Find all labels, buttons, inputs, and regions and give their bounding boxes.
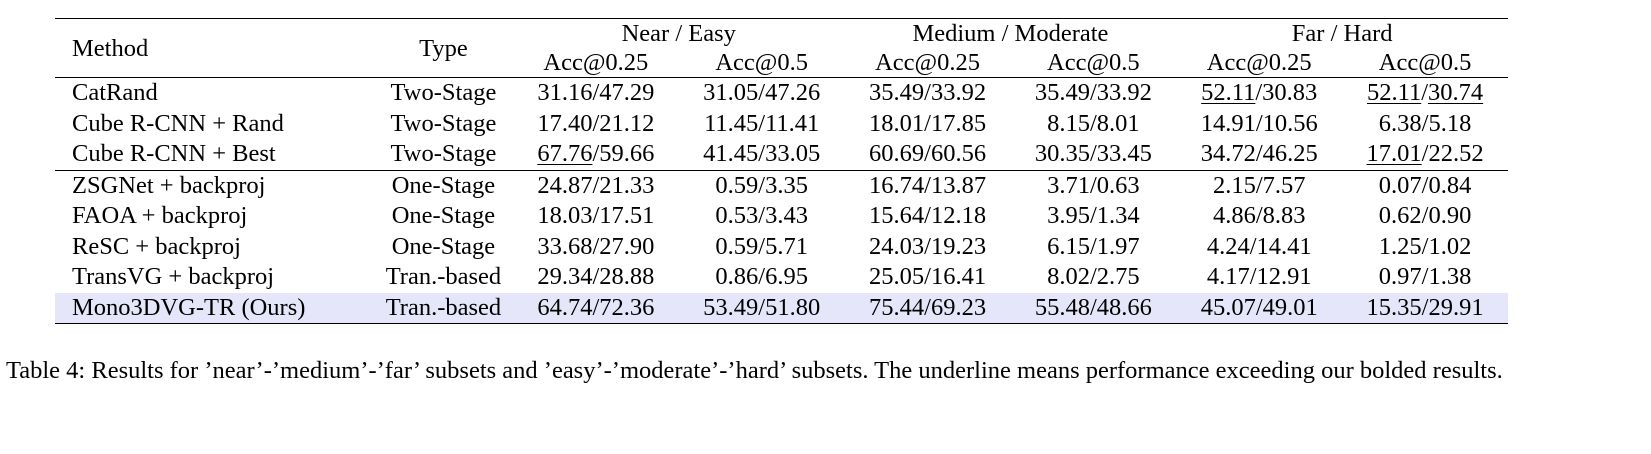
table-row: [55, 109, 1508, 140]
value-separator: /: [592, 232, 600, 260]
value-acc: 3.35: [765, 171, 808, 199]
value-acc: 48.66: [1096, 293, 1152, 321]
method-cell: CatRand: [55, 78, 374, 109]
value-separator: /: [1089, 293, 1097, 321]
value-separator: /: [1089, 232, 1097, 260]
value-cell: [679, 109, 845, 140]
type-cell: Tran.-based: [374, 293, 513, 324]
value-acc: 33.05: [765, 140, 821, 167]
value-acc: 2.15: [1212, 171, 1256, 199]
value-separator: /: [592, 79, 600, 106]
header-row-groups: [55, 19, 1508, 49]
value-separator: /: [758, 263, 766, 290]
value-separator: /: [1421, 140, 1429, 167]
value-acc: 17.01: [1366, 140, 1422, 167]
value-cell: [1176, 293, 1342, 324]
value-separator: /: [758, 140, 766, 167]
value-acc: 15.35: [1366, 293, 1422, 321]
value-separator: /: [1421, 293, 1429, 321]
value-acc: 24.03: [869, 232, 925, 260]
value-acc: 0.62: [1378, 202, 1422, 229]
table-row: [55, 78, 1508, 109]
value-acc: 18.03: [537, 202, 593, 229]
value-cell: [513, 170, 679, 201]
value-separator: /: [924, 293, 931, 321]
value-acc: 52.11: [1366, 79, 1422, 106]
value-cell: [1176, 232, 1342, 263]
type-cell: One-Stage: [391, 202, 496, 229]
value-acc: 0.59: [715, 171, 759, 199]
value-separator: /: [592, 263, 600, 290]
value-acc: 53.49: [703, 293, 759, 321]
value-acc: 33.92: [930, 79, 987, 106]
value-separator: /: [924, 263, 931, 290]
value-acc: 13.87: [930, 171, 987, 199]
value-separator: /: [1421, 109, 1429, 137]
value-acc: 4.17: [1206, 263, 1250, 290]
table-row: [55, 139, 1508, 170]
value-acc: 29.91: [1428, 293, 1484, 321]
value-cell: [1176, 262, 1342, 293]
value-acc: 51.80: [765, 293, 821, 321]
value-acc: 0.86: [715, 263, 759, 290]
value-separator: /: [1421, 202, 1429, 229]
header-group-near-easy: Near / Easy: [513, 19, 845, 49]
value-cell: [513, 109, 679, 140]
value-cell: [1342, 293, 1508, 324]
value-separator: /: [1255, 79, 1263, 106]
value-acc: 3.71: [1047, 171, 1090, 199]
value-acc: 33.92: [1096, 79, 1152, 106]
value-acc: 6.15: [1047, 232, 1090, 260]
value-acc: 30.35: [1034, 140, 1090, 167]
value-acc: 31.16: [537, 79, 593, 106]
value-acc: 3.95: [1047, 202, 1090, 229]
value-acc: 1.25: [1378, 232, 1422, 260]
header-metric: Acc@0.5: [1378, 49, 1472, 76]
header-group-medium-moderate: Medium / Moderate: [845, 19, 1177, 49]
value-acc: 34.72: [1200, 140, 1256, 167]
value-cell: [679, 139, 845, 170]
value-cell: [1342, 109, 1508, 140]
value-acc: 19.23: [930, 232, 987, 260]
value-separator: /: [924, 171, 931, 199]
value-cell: [1342, 139, 1508, 170]
value-acc: 22.52: [1428, 140, 1484, 167]
value-cell: [679, 78, 845, 109]
value-acc: 47.26: [765, 79, 821, 106]
value-acc: 55.48: [1034, 293, 1090, 321]
type-cell: One-Stage: [374, 170, 513, 201]
value-acc: 59.66: [599, 140, 655, 167]
header-type: Type: [374, 19, 513, 78]
value-separator: /: [1255, 109, 1263, 137]
value-separator: /: [758, 109, 766, 137]
value-cell: [845, 293, 1011, 324]
value-acc: 5.18: [1428, 109, 1472, 137]
value-acc: 1.38: [1428, 263, 1472, 290]
value-acc: 8.02: [1047, 263, 1090, 290]
value-acc: 15.64: [869, 202, 925, 229]
value-acc: 17.40: [537, 109, 593, 137]
value-acc: 4.86: [1212, 202, 1256, 229]
value-cell: [513, 262, 679, 293]
value-acc: 18.01: [869, 109, 925, 137]
value-cell: [1010, 109, 1176, 140]
value-acc: 14.91: [1200, 109, 1256, 137]
value-separator: /: [1421, 79, 1429, 106]
value-separator: /: [924, 202, 931, 229]
method-cell: ZSGNet + backproj: [55, 170, 374, 201]
value-cell: [513, 293, 679, 324]
method-cell: Mono3DVG-TR (Ours): [55, 293, 374, 324]
value-cell: [679, 170, 845, 201]
value-separator: /: [1421, 171, 1429, 199]
value-cell: [1010, 139, 1176, 170]
value-acc: 21.12: [599, 109, 655, 137]
value-acc: 41.45: [703, 140, 759, 167]
header-metric: Acc@0.5: [715, 49, 808, 76]
value-cell: [1176, 170, 1342, 201]
value-separator: /: [1421, 263, 1429, 290]
value-separator: /: [1249, 263, 1257, 290]
value-acc: 0.59: [715, 232, 759, 260]
value-acc: 17.51: [599, 202, 655, 229]
value-acc: 25.05: [869, 263, 925, 290]
value-acc: 47.29: [599, 79, 655, 106]
table-row: [55, 201, 1508, 232]
value-cell: [1342, 170, 1508, 201]
value-acc: 0.07: [1378, 171, 1422, 199]
value-separator: /: [1089, 171, 1097, 199]
value-acc: 0.84: [1428, 171, 1472, 199]
value-acc: 24.87: [537, 171, 593, 199]
value-cell: [1176, 78, 1342, 109]
value-separator: /: [924, 140, 931, 167]
header-metric: Acc@0.25: [875, 49, 980, 76]
value-cell: [513, 201, 679, 232]
value-acc: 14.41: [1256, 232, 1312, 260]
value-acc: 31.05: [703, 79, 759, 106]
value-acc: 8.83: [1262, 202, 1306, 229]
value-acc: 64.74: [537, 293, 593, 321]
table-row: [55, 232, 1508, 263]
value-acc: 0.63: [1096, 171, 1140, 199]
value-acc: 12.91: [1256, 263, 1312, 290]
value-cell: [845, 262, 1011, 293]
value-acc: 11.45: [704, 109, 759, 137]
value-cell: [679, 232, 845, 263]
value-separator: /: [592, 202, 600, 229]
value-separator: /: [758, 293, 766, 321]
value-separator: /: [1089, 109, 1097, 137]
value-acc: 1.34: [1096, 202, 1140, 229]
table-row: [55, 262, 1508, 293]
results-table: [55, 18, 1508, 324]
value-cell: [679, 293, 845, 324]
type-cell: One-Stage: [391, 232, 496, 260]
value-acc: 67.76: [537, 140, 593, 167]
value-acc: 8.15: [1047, 109, 1090, 137]
value-cell: [1176, 109, 1342, 140]
value-acc: 33.68: [537, 232, 593, 260]
type-cell: Two-Stage: [390, 109, 497, 137]
table-body: [55, 78, 1508, 324]
value-cell: [845, 232, 1011, 263]
value-acc: 0.53: [715, 202, 759, 229]
type-cell: Two-Stage: [374, 78, 513, 109]
value-separator: /: [1089, 79, 1097, 106]
value-cell: [1342, 262, 1508, 293]
header-group-far-hard: Far / Hard: [1176, 19, 1508, 49]
value-separator: /: [1089, 263, 1097, 290]
value-separator: /: [924, 232, 931, 260]
value-cell: [1342, 78, 1508, 109]
value-separator: /: [592, 109, 600, 137]
value-acc: 8.01: [1096, 109, 1140, 137]
value-acc: 45.07: [1200, 293, 1256, 321]
method-cell: ReSC + backproj: [72, 232, 241, 260]
value-acc: 28.88: [599, 263, 655, 290]
value-acc: 0.90: [1428, 202, 1472, 229]
value-cell: [1010, 262, 1176, 293]
value-acc: 2.75: [1096, 263, 1140, 290]
value-acc: 12.18: [930, 202, 987, 229]
value-cell: [1010, 293, 1176, 324]
method-cell: Cube R-CNN + Best: [72, 140, 276, 167]
value-acc: 75.44: [869, 293, 925, 321]
value-cell: [679, 201, 845, 232]
value-acc: 49.01: [1262, 293, 1318, 321]
header-method: Method: [55, 19, 374, 78]
value-acc: 11.41: [765, 109, 820, 137]
value-cell: [1342, 232, 1508, 263]
value-acc: 72.36: [599, 293, 655, 321]
value-acc: 52.11: [1201, 79, 1256, 106]
value-acc: 33.45: [1096, 140, 1152, 167]
value-cell: [845, 170, 1011, 201]
value-acc: 0.97: [1378, 263, 1422, 290]
value-acc: 3.43: [765, 202, 808, 229]
value-acc: 29.34: [537, 263, 593, 290]
header-metric: Acc@0.25: [543, 49, 649, 76]
method-cell: Cube R-CNN + Rand: [72, 109, 284, 137]
value-separator: /: [592, 293, 600, 321]
value-acc: 21.33: [599, 171, 655, 199]
value-cell: [1010, 170, 1176, 201]
value-cell: [513, 78, 679, 109]
value-separator: /: [924, 109, 931, 137]
value-acc: 60.56: [930, 140, 987, 167]
value-cell: [1342, 201, 1508, 232]
value-acc: 4.24: [1206, 232, 1250, 260]
value-separator: /: [1249, 232, 1257, 260]
value-acc: 10.56: [1262, 109, 1318, 137]
value-acc: 16.74: [869, 171, 925, 199]
value-acc: 46.25: [1262, 140, 1318, 167]
value-acc: 1.02: [1428, 232, 1472, 260]
value-acc: 17.85: [930, 109, 987, 137]
value-acc: 30.74: [1428, 79, 1484, 106]
value-separator: /: [758, 171, 766, 199]
value-separator: /: [1255, 140, 1263, 167]
value-separator: /: [758, 232, 766, 260]
header-metric: Acc@0.5: [1047, 49, 1140, 76]
value-separator: /: [1421, 232, 1429, 260]
value-cell: [1010, 78, 1176, 109]
method-cell: FAOA + backproj: [72, 202, 248, 229]
value-separator: /: [758, 202, 766, 229]
method-cell: TransVG + backproj: [72, 263, 275, 290]
value-acc: 1.97: [1096, 232, 1140, 260]
value-cell: [513, 232, 679, 263]
value-acc: 6.95: [765, 263, 808, 290]
value-separator: /: [1255, 293, 1263, 321]
value-separator: /: [1255, 202, 1263, 229]
value-acc: 69.23: [930, 293, 987, 321]
value-cell: [1176, 139, 1342, 170]
value-acc: 60.69: [869, 140, 925, 167]
value-acc: 5.71: [765, 232, 808, 260]
value-cell: [1010, 232, 1176, 263]
value-acc: 35.49: [869, 79, 925, 106]
value-acc: 7.57: [1262, 171, 1306, 199]
value-acc: 6.38: [1378, 109, 1422, 137]
value-separator: /: [1089, 202, 1097, 229]
value-separator: /: [592, 171, 600, 199]
value-cell: [679, 262, 845, 293]
value-separator: /: [1089, 140, 1097, 167]
value-acc: 16.41: [930, 263, 987, 290]
table-row: [55, 170, 1508, 201]
value-cell: [845, 201, 1011, 232]
value-cell: [845, 78, 1011, 109]
type-cell: Two-Stage: [390, 140, 497, 167]
value-acc: 35.49: [1034, 79, 1090, 106]
value-separator: /: [592, 140, 600, 167]
value-acc: 30.83: [1262, 79, 1318, 106]
value-cell: [513, 139, 679, 170]
header-metric: Acc@0.25: [1206, 49, 1312, 76]
table-caption: Table 4: Results for ’near’-’medium’-’far’ subsets and ’easy’-’moderate’-’hard’ subsets. The underline means performance exceeding our bolded results.: [6, 357, 1503, 384]
value-cell: [845, 109, 1011, 140]
table-row: [55, 293, 1508, 324]
value-cell: [1176, 201, 1342, 232]
value-separator: /: [758, 79, 766, 106]
value-separator: /: [924, 79, 931, 106]
value-cell: [845, 139, 1011, 170]
type-cell: Tran.-based: [385, 263, 502, 290]
value-separator: /: [1255, 171, 1263, 199]
value-cell: [1010, 201, 1176, 232]
value-acc: 27.90: [599, 232, 655, 260]
